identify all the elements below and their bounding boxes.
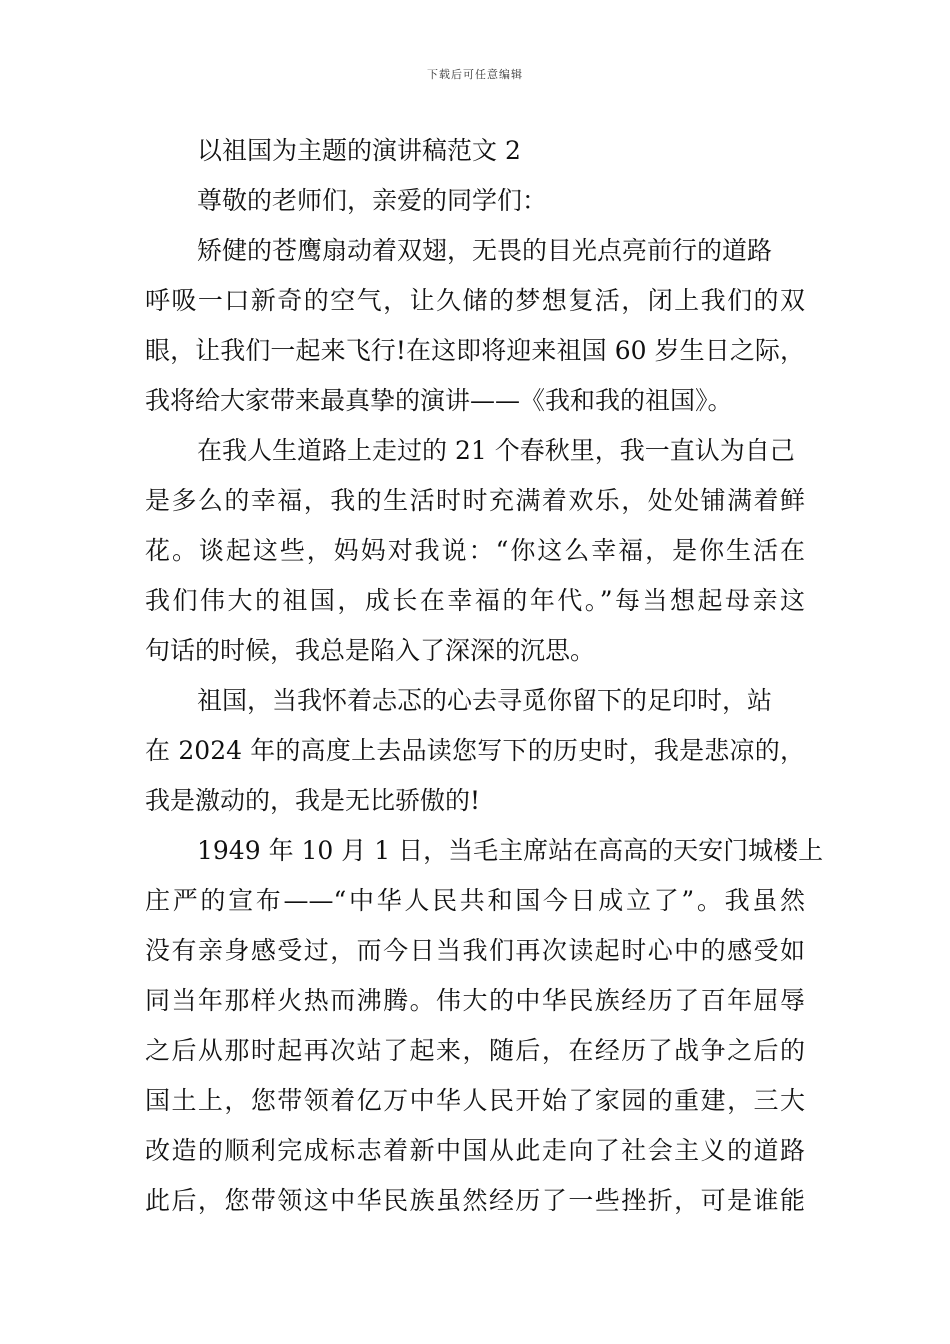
header-note: 下载后可任意编辑 (427, 68, 523, 81)
salutation: 尊敬的老师们，亲爱的同学们： (197, 186, 548, 215)
paragraph-line: 在 2024 年的高度上去品读您写下的历史时，我是悲凉的， (145, 736, 805, 765)
paragraph-line: 花。谈起这些，妈妈对我说：“你这么幸福，是你生活在 (145, 536, 805, 565)
paragraph-4 (145, 826, 824, 1226)
paragraph-line: 我是激动的，我是无比骄傲的! (145, 786, 481, 815)
paragraph-line: 同当年那样火热而沸腾。伟大的中华民族经历了百年屈辱 (145, 986, 805, 1015)
paragraph-line: 在我人生道路上走过的 21 个春秋里，我一直认为自己 (197, 436, 795, 465)
paragraph-1 (145, 226, 805, 426)
paragraph-line: 眼，让我们一起来飞行!在这即将迎来祖国 60 岁生日之际， (145, 336, 805, 365)
paragraph-line: 1949 年 10 月 1 日，当毛主席站在高高的天安门城楼上 (197, 836, 824, 865)
paragraph-3 (145, 676, 805, 826)
paragraph-line: 此后，您带领这中华民族虽然经历了一些挫折，可是谁能 (145, 1186, 805, 1215)
paragraph-line: 之后从那时起再次站了起来，随后，在经历了战争之后的 (145, 1036, 805, 1065)
paragraph-line: 庄严的宣布——“中华人民共和国今日成立了”。我虽然 (145, 886, 805, 915)
paragraph-line: 呼吸一口新奇的空气，让久储的梦想复活，闭上我们的双 (145, 286, 805, 315)
paragraph-line: 我将给大家带来最真挚的演讲——《我和我的祖国》。 (145, 386, 733, 415)
paragraph-line: 矫健的苍鹰扇动着双翅，无畏的目光点亮前行的道路 (197, 236, 773, 265)
paragraph-2 (145, 426, 805, 676)
paragraph-line: 是多么的幸福，我的生活时时充满着欢乐，处处铺满着鲜 (145, 486, 805, 515)
paragraph-line: 国土上，您带领着亿万中华人民开始了家园的重建，三大 (145, 1086, 805, 1115)
paragraph-line: 改造的顺利完成标志着新中国从此走向了社会主义的道路 (145, 1136, 805, 1165)
paragraph-line: 句话的时候，我总是陷入了深深的沉思。 (145, 636, 596, 665)
paragraph-line: 祖国，当我怀着忐忑的心去寻觅你留下的足印时，站 (197, 686, 773, 715)
document-title: 以祖国为主题的演讲稿范文 2 (197, 136, 521, 165)
paragraph-line: 没有亲身感受过，而今日当我们再次读起时心中的感受如 (145, 936, 805, 965)
document-body (145, 126, 824, 1226)
paragraph-line: 我们伟大的祖国，成长在幸福的年代。”每当想起母亲这 (145, 586, 805, 615)
